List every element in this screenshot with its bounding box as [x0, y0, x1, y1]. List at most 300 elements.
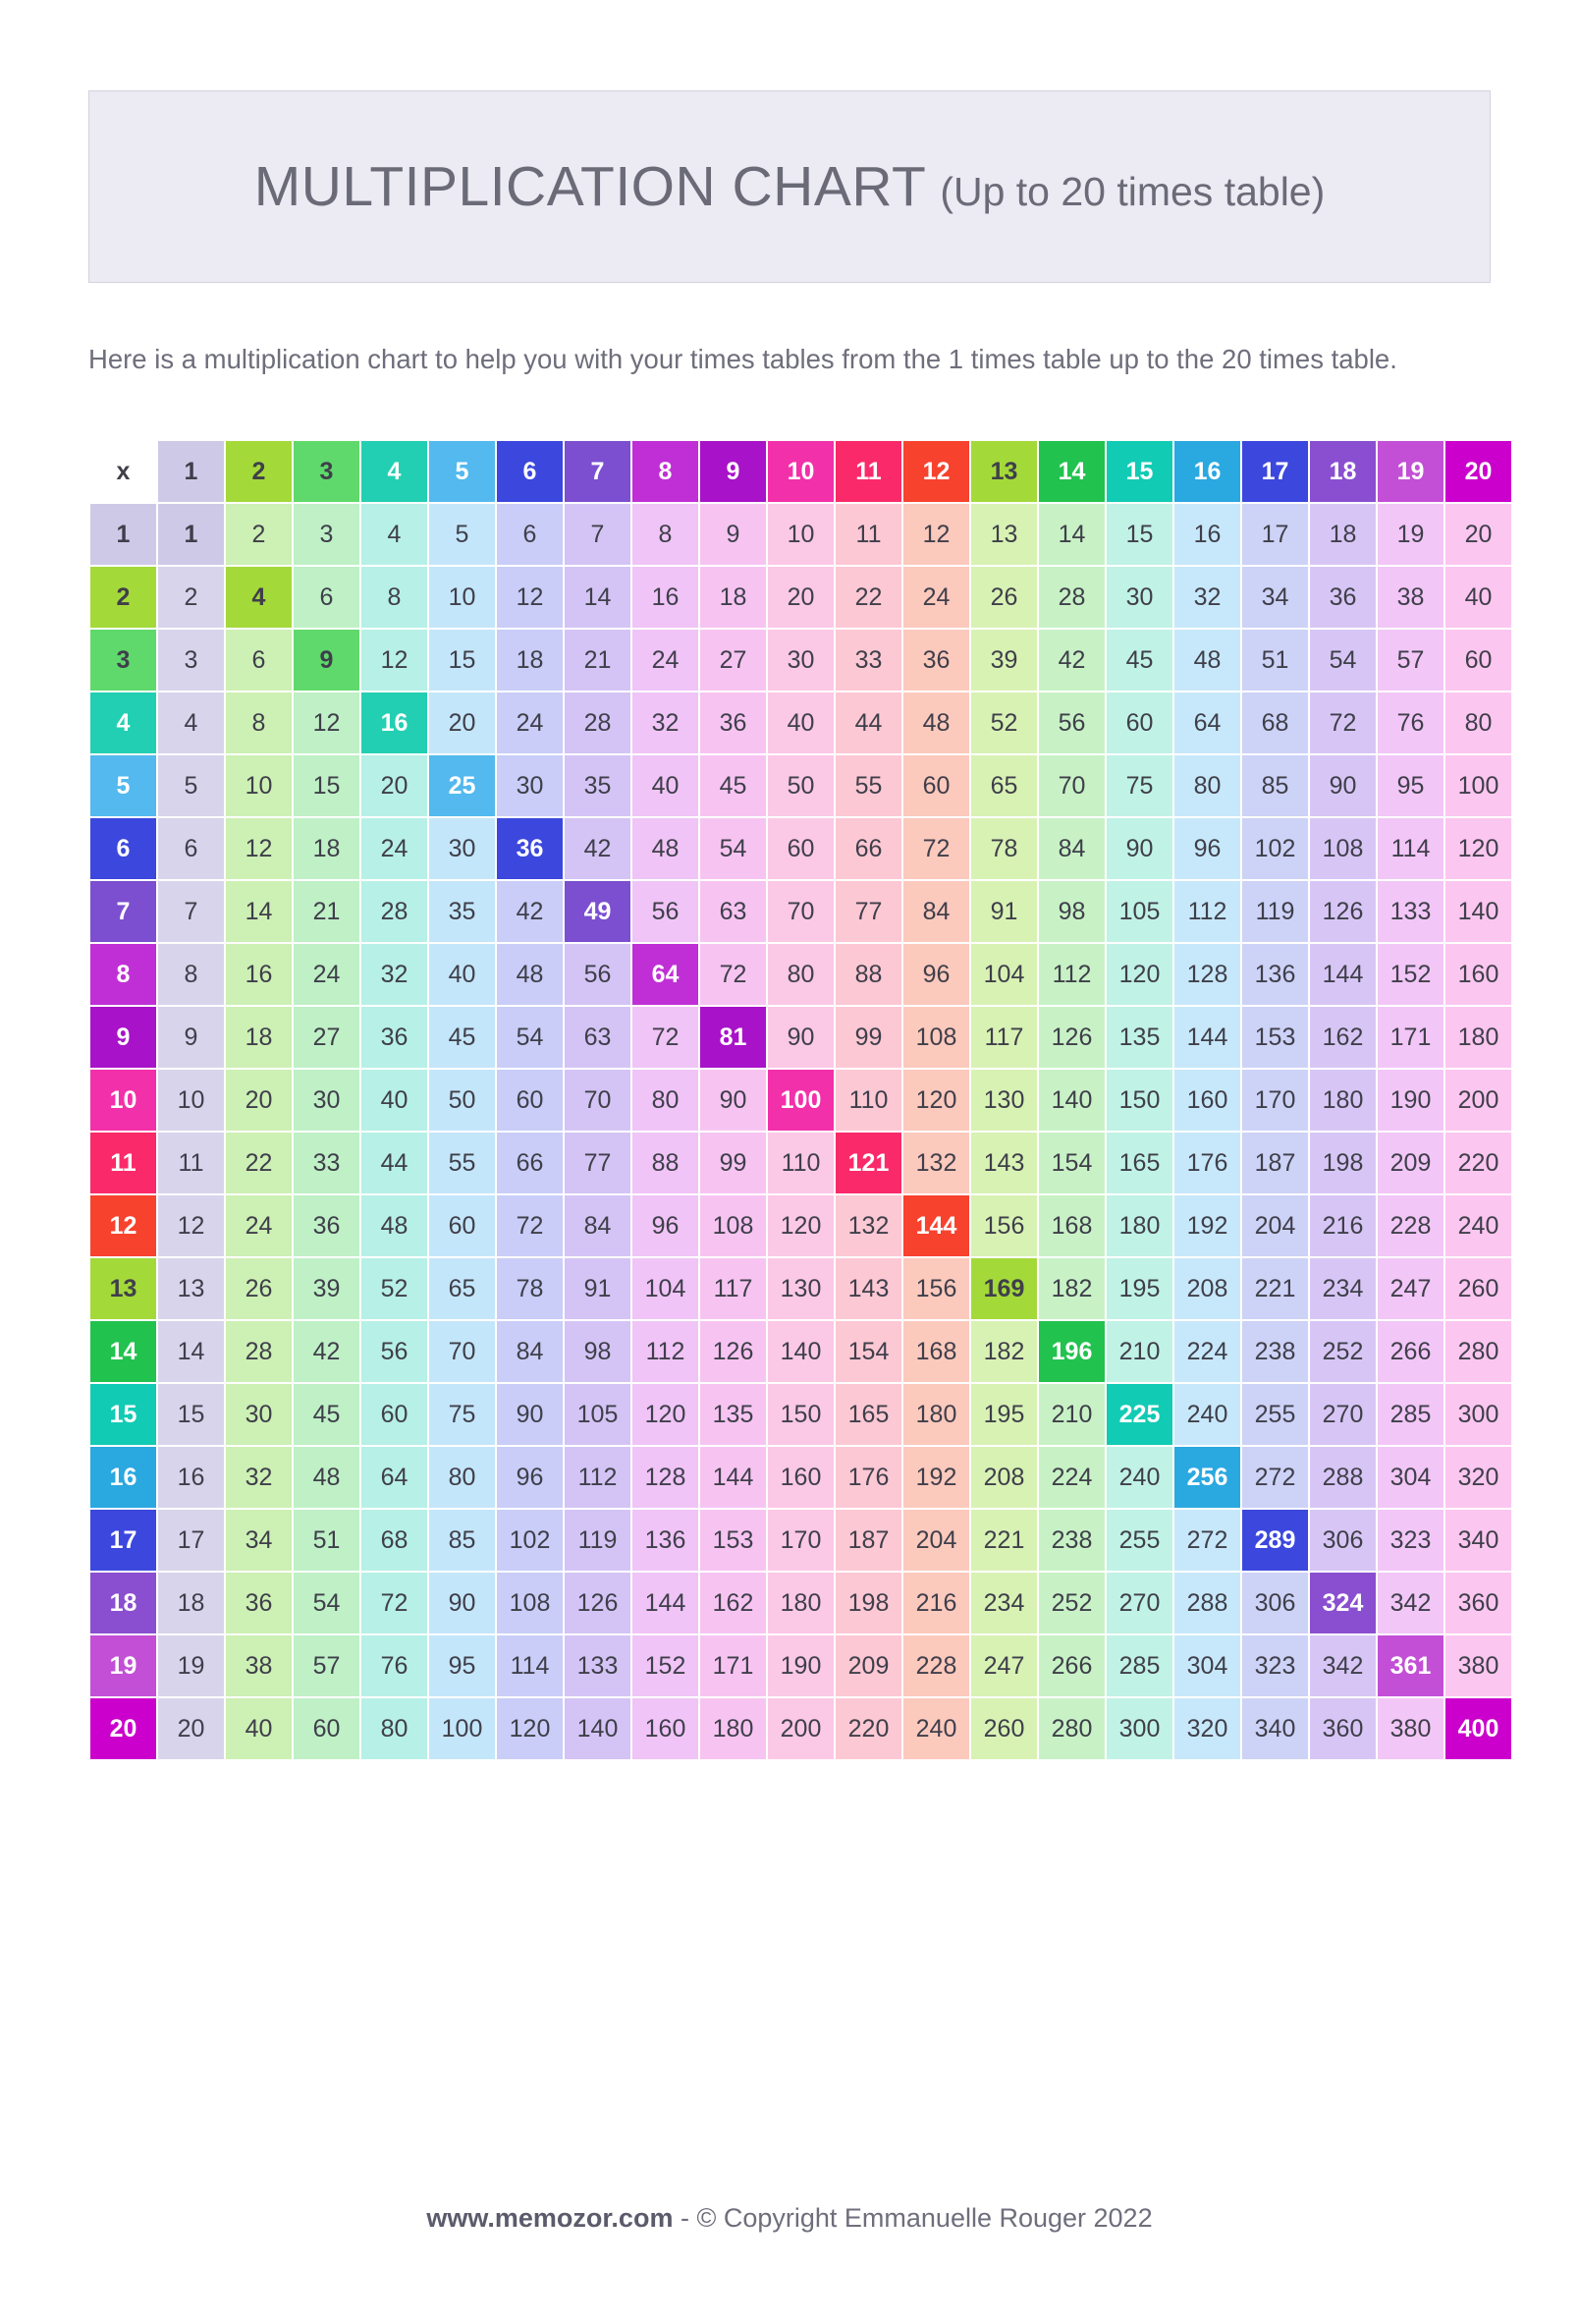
column-header-10: 10 — [768, 441, 834, 502]
cell-17x12: 204 — [903, 1510, 969, 1571]
cell-6x9: 54 — [700, 818, 766, 879]
cell-8x18: 144 — [1310, 944, 1376, 1005]
cell-4x15: 60 — [1107, 692, 1172, 753]
cell-8x4: 32 — [361, 944, 427, 1005]
cell-10x10: 100 — [768, 1070, 834, 1131]
cell-2x5: 10 — [429, 567, 495, 628]
cell-15x5: 75 — [429, 1384, 495, 1445]
cell-10x17: 170 — [1242, 1070, 1308, 1131]
cell-4x8: 32 — [632, 692, 698, 753]
cell-9x15: 135 — [1107, 1007, 1172, 1068]
row-header-9: 9 — [90, 1007, 156, 1068]
cell-12x14: 168 — [1039, 1195, 1105, 1256]
cell-14x9: 126 — [700, 1321, 766, 1382]
cell-10x18: 180 — [1310, 1070, 1376, 1131]
cell-18x20: 360 — [1445, 1573, 1511, 1633]
cell-10x12: 120 — [903, 1070, 969, 1131]
row-header-15: 15 — [90, 1384, 156, 1445]
cell-15x9: 135 — [700, 1384, 766, 1445]
cell-8x13: 104 — [971, 944, 1037, 1005]
cell-1x15: 15 — [1107, 504, 1172, 565]
cell-10x7: 70 — [565, 1070, 630, 1131]
cell-20x6: 120 — [497, 1698, 563, 1759]
cell-2x18: 36 — [1310, 567, 1376, 628]
cell-7x11: 77 — [836, 881, 901, 942]
cell-9x2: 18 — [226, 1007, 292, 1068]
cell-12x5: 60 — [429, 1195, 495, 1256]
cell-19x3: 57 — [294, 1635, 359, 1696]
cell-11x1: 11 — [158, 1133, 224, 1193]
cell-17x15: 255 — [1107, 1510, 1172, 1571]
cell-5x13: 65 — [971, 755, 1037, 816]
cell-1x10: 10 — [768, 504, 834, 565]
cell-11x12: 132 — [903, 1133, 969, 1193]
cell-2x1: 2 — [158, 567, 224, 628]
cell-3x2: 6 — [226, 630, 292, 691]
cell-15x14: 210 — [1039, 1384, 1105, 1445]
corner-cell: x — [90, 441, 156, 502]
column-header-14: 14 — [1039, 441, 1105, 502]
cell-3x17: 51 — [1242, 630, 1308, 691]
cell-20x13: 260 — [971, 1698, 1037, 1759]
column-header-4: 4 — [361, 441, 427, 502]
cell-7x1: 7 — [158, 881, 224, 942]
row-header-1: 1 — [90, 504, 156, 565]
cell-5x19: 95 — [1378, 755, 1443, 816]
cell-1x11: 11 — [836, 504, 901, 565]
cell-5x6: 30 — [497, 755, 563, 816]
cell-13x5: 65 — [429, 1258, 495, 1319]
cell-16x15: 240 — [1107, 1447, 1172, 1508]
cell-9x12: 108 — [903, 1007, 969, 1068]
cell-18x13: 234 — [971, 1573, 1037, 1633]
cell-16x7: 112 — [565, 1447, 630, 1508]
table-header-row — [90, 441, 1511, 502]
row-header-11: 11 — [90, 1133, 156, 1193]
cell-18x16: 288 — [1174, 1573, 1240, 1633]
cell-19x18: 342 — [1310, 1635, 1376, 1696]
cell-1x13: 13 — [971, 504, 1037, 565]
cell-15x17: 255 — [1242, 1384, 1308, 1445]
cell-12x4: 48 — [361, 1195, 427, 1256]
multiplication-table — [88, 439, 1513, 1761]
cell-12x19: 228 — [1378, 1195, 1443, 1256]
cell-19x9: 171 — [700, 1635, 766, 1696]
cell-1x16: 16 — [1174, 504, 1240, 565]
cell-13x9: 117 — [700, 1258, 766, 1319]
column-header-12: 12 — [903, 441, 969, 502]
cell-9x18: 162 — [1310, 1007, 1376, 1068]
cell-12x11: 132 — [836, 1195, 901, 1256]
cell-14x8: 112 — [632, 1321, 698, 1382]
cell-11x3: 33 — [294, 1133, 359, 1193]
table-row — [90, 755, 1511, 816]
column-header-19: 19 — [1378, 441, 1443, 502]
cell-8x6: 48 — [497, 944, 563, 1005]
cell-20x11: 220 — [836, 1698, 901, 1759]
cell-19x2: 38 — [226, 1635, 292, 1696]
cell-18x18: 324 — [1310, 1573, 1376, 1633]
cell-14x3: 42 — [294, 1321, 359, 1382]
cell-16x18: 288 — [1310, 1447, 1376, 1508]
cell-7x20: 140 — [1445, 881, 1511, 942]
cell-1x12: 12 — [903, 504, 969, 565]
cell-2x2: 4 — [226, 567, 292, 628]
cell-10x8: 80 — [632, 1070, 698, 1131]
cell-20x14: 280 — [1039, 1698, 1105, 1759]
cell-18x15: 270 — [1107, 1573, 1172, 1633]
table-row — [90, 1635, 1511, 1696]
cell-8x2: 16 — [226, 944, 292, 1005]
cell-11x5: 55 — [429, 1133, 495, 1193]
cell-12x18: 216 — [1310, 1195, 1376, 1256]
page-title-sub: (Up to 20 times table) — [940, 169, 1326, 214]
cell-8x17: 136 — [1242, 944, 1308, 1005]
cell-7x19: 133 — [1378, 881, 1443, 942]
title-banner — [88, 90, 1491, 283]
cell-9x9: 81 — [700, 1007, 766, 1068]
cell-3x20: 60 — [1445, 630, 1511, 691]
cell-7x8: 56 — [632, 881, 698, 942]
cell-7x10: 70 — [768, 881, 834, 942]
cell-7x14: 98 — [1039, 881, 1105, 942]
cell-10x19: 190 — [1378, 1070, 1443, 1131]
cell-10x20: 200 — [1445, 1070, 1511, 1131]
cell-15x20: 300 — [1445, 1384, 1511, 1445]
cell-15x13: 195 — [971, 1384, 1037, 1445]
cell-2x12: 24 — [903, 567, 969, 628]
cell-8x19: 152 — [1378, 944, 1443, 1005]
cell-12x6: 72 — [497, 1195, 563, 1256]
cell-17x11: 187 — [836, 1510, 901, 1571]
cell-9x13: 117 — [971, 1007, 1037, 1068]
cell-4x14: 56 — [1039, 692, 1105, 753]
cell-3x14: 42 — [1039, 630, 1105, 691]
cell-13x11: 143 — [836, 1258, 901, 1319]
column-header-9: 9 — [700, 441, 766, 502]
cell-20x20: 400 — [1445, 1698, 1511, 1759]
cell-7x16: 112 — [1174, 881, 1240, 942]
table-row — [90, 504, 1511, 565]
cell-13x3: 39 — [294, 1258, 359, 1319]
cell-16x1: 16 — [158, 1447, 224, 1508]
cell-6x6: 36 — [497, 818, 563, 879]
cell-5x20: 100 — [1445, 755, 1511, 816]
cell-3x18: 54 — [1310, 630, 1376, 691]
cell-17x9: 153 — [700, 1510, 766, 1571]
cell-6x3: 18 — [294, 818, 359, 879]
cell-5x15: 75 — [1107, 755, 1172, 816]
cell-16x12: 192 — [903, 1447, 969, 1508]
row-header-18: 18 — [90, 1573, 156, 1633]
cell-9x3: 27 — [294, 1007, 359, 1068]
cell-20x16: 320 — [1174, 1698, 1240, 1759]
cell-12x12: 144 — [903, 1195, 969, 1256]
cell-14x17: 238 — [1242, 1321, 1308, 1382]
cell-11x8: 88 — [632, 1133, 698, 1193]
cell-3x8: 24 — [632, 630, 698, 691]
cell-16x9: 144 — [700, 1447, 766, 1508]
cell-2x6: 12 — [497, 567, 563, 628]
cell-3x1: 3 — [158, 630, 224, 691]
cell-8x12: 96 — [903, 944, 969, 1005]
cell-18x19: 342 — [1378, 1573, 1443, 1633]
cell-4x10: 40 — [768, 692, 834, 753]
cell-20x17: 340 — [1242, 1698, 1308, 1759]
footer — [0, 2203, 1579, 2234]
cell-5x17: 85 — [1242, 755, 1308, 816]
cell-13x18: 234 — [1310, 1258, 1376, 1319]
row-header-19: 19 — [90, 1635, 156, 1696]
cell-13x2: 26 — [226, 1258, 292, 1319]
cell-17x7: 119 — [565, 1510, 630, 1571]
cell-14x4: 56 — [361, 1321, 427, 1382]
cell-10x2: 20 — [226, 1070, 292, 1131]
cell-14x7: 98 — [565, 1321, 630, 1382]
cell-19x11: 209 — [836, 1635, 901, 1696]
column-header-11: 11 — [836, 441, 901, 502]
cell-4x11: 44 — [836, 692, 901, 753]
cell-3x5: 15 — [429, 630, 495, 691]
cell-19x14: 266 — [1039, 1635, 1105, 1696]
cell-3x12: 36 — [903, 630, 969, 691]
cell-20x4: 80 — [361, 1698, 427, 1759]
cell-18x17: 306 — [1242, 1573, 1308, 1633]
cell-14x16: 224 — [1174, 1321, 1240, 1382]
table-row — [90, 1070, 1511, 1131]
row-header-20: 20 — [90, 1698, 156, 1759]
cell-17x5: 85 — [429, 1510, 495, 1571]
cell-20x9: 180 — [700, 1698, 766, 1759]
table-row — [90, 1510, 1511, 1571]
cell-16x3: 48 — [294, 1447, 359, 1508]
cell-18x6: 108 — [497, 1573, 563, 1633]
row-header-14: 14 — [90, 1321, 156, 1382]
cell-15x6: 90 — [497, 1384, 563, 1445]
cell-10x3: 30 — [294, 1070, 359, 1131]
cell-2x10: 20 — [768, 567, 834, 628]
cell-11x13: 143 — [971, 1133, 1037, 1193]
cell-16x6: 96 — [497, 1447, 563, 1508]
cell-9x5: 45 — [429, 1007, 495, 1068]
cell-17x19: 323 — [1378, 1510, 1443, 1571]
cell-15x8: 120 — [632, 1384, 698, 1445]
column-header-20: 20 — [1445, 441, 1511, 502]
cell-16x5: 80 — [429, 1447, 495, 1508]
cell-2x15: 30 — [1107, 567, 1172, 628]
cell-1x19: 19 — [1378, 504, 1443, 565]
cell-14x5: 70 — [429, 1321, 495, 1382]
row-header-8: 8 — [90, 944, 156, 1005]
cell-20x18: 360 — [1310, 1698, 1376, 1759]
cell-19x6: 114 — [497, 1635, 563, 1696]
cell-11x15: 165 — [1107, 1133, 1172, 1193]
column-header-15: 15 — [1107, 441, 1172, 502]
cell-9x11: 99 — [836, 1007, 901, 1068]
row-header-17: 17 — [90, 1510, 156, 1571]
cell-16x19: 304 — [1378, 1447, 1443, 1508]
cell-18x2: 36 — [226, 1573, 292, 1633]
cell-18x11: 198 — [836, 1573, 901, 1633]
cell-11x2: 22 — [226, 1133, 292, 1193]
cell-10x4: 40 — [361, 1070, 427, 1131]
row-header-10: 10 — [90, 1070, 156, 1131]
cell-16x17: 272 — [1242, 1447, 1308, 1508]
cell-14x20: 280 — [1445, 1321, 1511, 1382]
cell-13x19: 247 — [1378, 1258, 1443, 1319]
cell-13x4: 52 — [361, 1258, 427, 1319]
cell-2x9: 18 — [700, 567, 766, 628]
cell-17x16: 272 — [1174, 1510, 1240, 1571]
cell-1x7: 7 — [565, 504, 630, 565]
cell-5x14: 70 — [1039, 755, 1105, 816]
cell-15x10: 150 — [768, 1384, 834, 1445]
cell-4x3: 12 — [294, 692, 359, 753]
cell-19x17: 323 — [1242, 1635, 1308, 1696]
cell-6x7: 42 — [565, 818, 630, 879]
cell-13x8: 104 — [632, 1258, 698, 1319]
cell-6x1: 6 — [158, 818, 224, 879]
cell-17x8: 136 — [632, 1510, 698, 1571]
column-header-1: 1 — [158, 441, 224, 502]
column-header-5: 5 — [429, 441, 495, 502]
intro-paragraph: Here is a multiplication chart to help you with your times tables from the 1 times table up to the 20 times table. — [88, 344, 1397, 374]
column-header-2: 2 — [226, 441, 292, 502]
cell-6x12: 72 — [903, 818, 969, 879]
cell-6x11: 66 — [836, 818, 901, 879]
cell-16x4: 64 — [361, 1447, 427, 1508]
cell-17x17: 289 — [1242, 1510, 1308, 1571]
cell-4x9: 36 — [700, 692, 766, 753]
cell-17x10: 170 — [768, 1510, 834, 1571]
cell-5x3: 15 — [294, 755, 359, 816]
page-title-main: MULTIPLICATION CHART — [253, 155, 927, 218]
cell-2x13: 26 — [971, 567, 1037, 628]
cell-3x15: 45 — [1107, 630, 1172, 691]
cell-11x18: 198 — [1310, 1133, 1376, 1193]
cell-9x6: 54 — [497, 1007, 563, 1068]
cell-2x8: 16 — [632, 567, 698, 628]
cell-2x4: 8 — [361, 567, 427, 628]
cell-7x2: 14 — [226, 881, 292, 942]
cell-19x13: 247 — [971, 1635, 1037, 1696]
cell-4x19: 76 — [1378, 692, 1443, 753]
row-header-16: 16 — [90, 1447, 156, 1508]
cell-14x19: 266 — [1378, 1321, 1443, 1382]
cell-7x18: 126 — [1310, 881, 1376, 942]
cell-5x12: 60 — [903, 755, 969, 816]
cell-11x9: 99 — [700, 1133, 766, 1193]
cell-8x16: 128 — [1174, 944, 1240, 1005]
cell-20x2: 40 — [226, 1698, 292, 1759]
cell-5x5: 25 — [429, 755, 495, 816]
cell-10x6: 60 — [497, 1070, 563, 1131]
cell-19x7: 133 — [565, 1635, 630, 1696]
cell-5x7: 35 — [565, 755, 630, 816]
cell-6x20: 120 — [1445, 818, 1511, 879]
row-header-13: 13 — [90, 1258, 156, 1319]
cell-19x8: 152 — [632, 1635, 698, 1696]
cell-11x14: 154 — [1039, 1133, 1105, 1193]
cell-7x3: 21 — [294, 881, 359, 942]
cell-3x16: 48 — [1174, 630, 1240, 691]
cell-5x8: 40 — [632, 755, 698, 816]
cell-19x10: 190 — [768, 1635, 834, 1696]
cell-5x9: 45 — [700, 755, 766, 816]
cell-9x8: 72 — [632, 1007, 698, 1068]
column-header-6: 6 — [497, 441, 563, 502]
cell-15x1: 15 — [158, 1384, 224, 1445]
cell-3x7: 21 — [565, 630, 630, 691]
cell-10x1: 10 — [158, 1070, 224, 1131]
cell-11x11: 121 — [836, 1133, 901, 1193]
cell-4x12: 48 — [903, 692, 969, 753]
cell-11x20: 220 — [1445, 1133, 1511, 1193]
cell-4x2: 8 — [226, 692, 292, 753]
cell-15x11: 165 — [836, 1384, 901, 1445]
cell-9x14: 126 — [1039, 1007, 1105, 1068]
cell-15x3: 45 — [294, 1384, 359, 1445]
column-header-17: 17 — [1242, 441, 1308, 502]
cell-9x19: 171 — [1378, 1007, 1443, 1068]
cell-4x18: 72 — [1310, 692, 1376, 753]
cell-20x1: 20 — [158, 1698, 224, 1759]
cell-2x19: 38 — [1378, 567, 1443, 628]
cell-9x10: 90 — [768, 1007, 834, 1068]
footer-site[interactable]: www.memozor.com — [426, 2203, 674, 2233]
cell-10x11: 110 — [836, 1070, 901, 1131]
cell-2x20: 40 — [1445, 567, 1511, 628]
cell-18x9: 162 — [700, 1573, 766, 1633]
cell-2x16: 32 — [1174, 567, 1240, 628]
cell-3x11: 33 — [836, 630, 901, 691]
cell-3x13: 39 — [971, 630, 1037, 691]
cell-11x4: 44 — [361, 1133, 427, 1193]
cell-5x18: 90 — [1310, 755, 1376, 816]
cell-2x7: 14 — [565, 567, 630, 628]
cell-10x13: 130 — [971, 1070, 1037, 1131]
cell-2x14: 28 — [1039, 567, 1105, 628]
column-header-13: 13 — [971, 441, 1037, 502]
cell-7x17: 119 — [1242, 881, 1308, 942]
row-header-7: 7 — [90, 881, 156, 942]
cell-3x9: 27 — [700, 630, 766, 691]
worksheet-page — [0, 90, 1579, 2324]
table-row — [90, 1258, 1511, 1319]
cell-18x5: 90 — [429, 1573, 495, 1633]
table-row — [90, 944, 1511, 1005]
cell-13x7: 91 — [565, 1258, 630, 1319]
column-header-7: 7 — [565, 441, 630, 502]
cell-6x17: 102 — [1242, 818, 1308, 879]
cell-13x10: 130 — [768, 1258, 834, 1319]
cell-9x1: 9 — [158, 1007, 224, 1068]
cell-18x8: 144 — [632, 1573, 698, 1633]
cell-20x8: 160 — [632, 1698, 698, 1759]
cell-14x15: 210 — [1107, 1321, 1172, 1382]
cell-16x13: 208 — [971, 1447, 1037, 1508]
cell-9x7: 63 — [565, 1007, 630, 1068]
cell-14x1: 14 — [158, 1321, 224, 1382]
cell-1x17: 17 — [1242, 504, 1308, 565]
cell-5x16: 80 — [1174, 755, 1240, 816]
cell-15x12: 180 — [903, 1384, 969, 1445]
cell-13x17: 221 — [1242, 1258, 1308, 1319]
row-header-3: 3 — [90, 630, 156, 691]
cell-19x15: 285 — [1107, 1635, 1172, 1696]
column-header-8: 8 — [632, 441, 698, 502]
cell-16x11: 176 — [836, 1447, 901, 1508]
